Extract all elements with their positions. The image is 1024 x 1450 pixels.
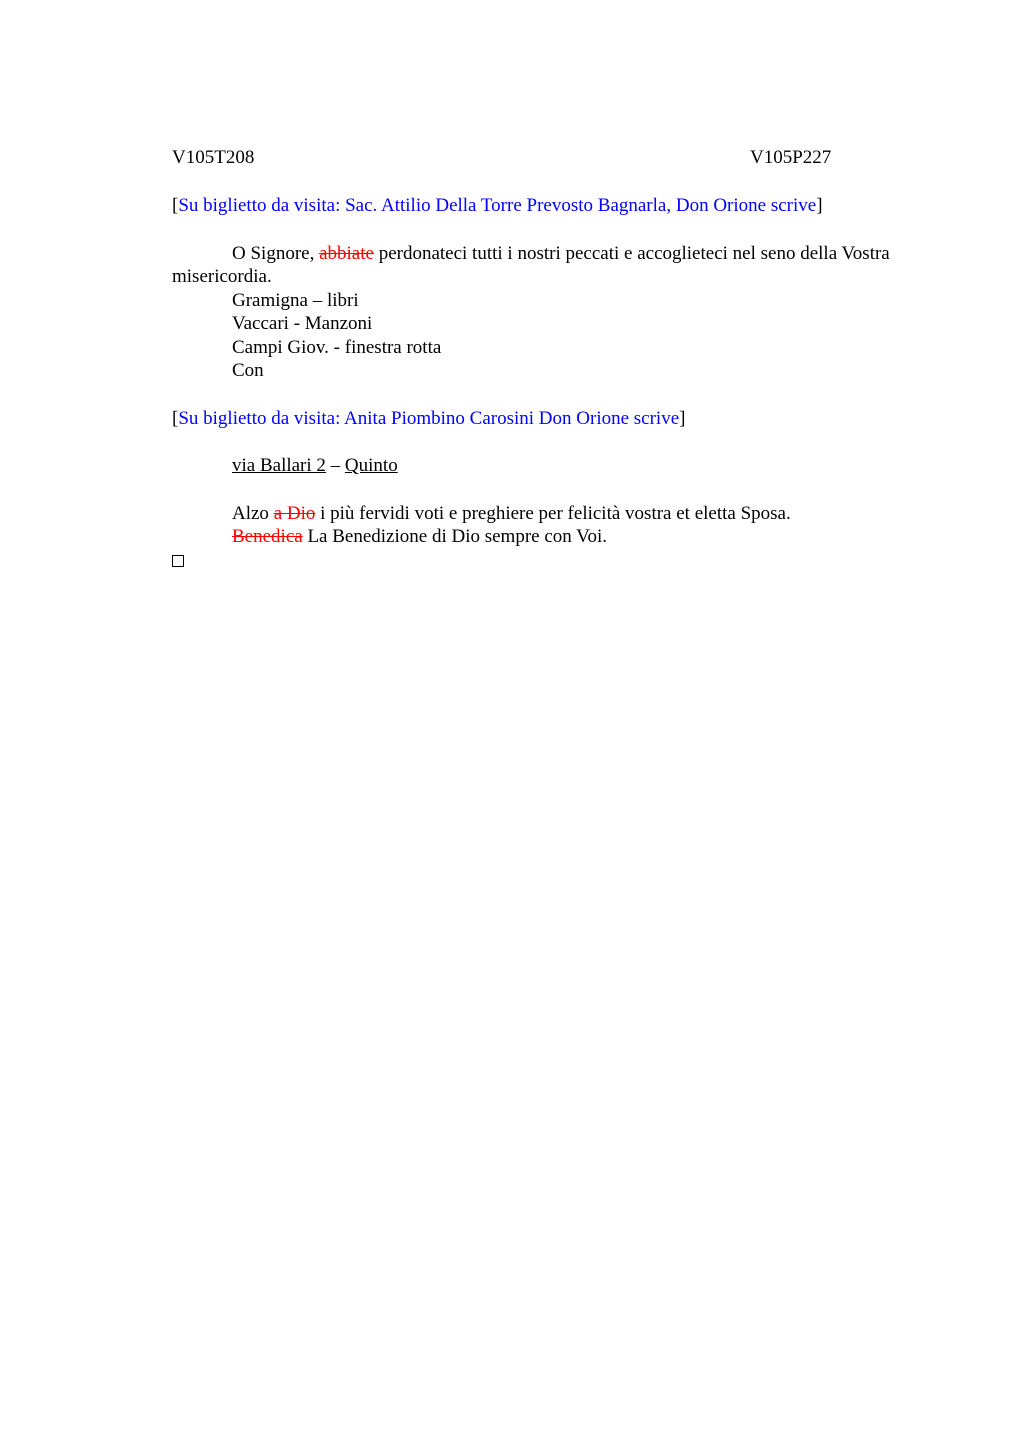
bracket-close: ] xyxy=(679,407,686,429)
blessing-line xyxy=(172,525,892,549)
list-item: Vaccari - Manzoni xyxy=(232,313,373,334)
address-dash: – xyxy=(325,455,345,476)
bracket-close: ] xyxy=(816,195,823,216)
prayer-rest: perdonateci tutti i nostri peccati e accoglieteci nel seno della Vostra misericordia. xyxy=(172,242,890,287)
wishes-line xyxy=(172,502,892,526)
document-header xyxy=(172,146,892,170)
bracket-open: [ xyxy=(172,407,179,429)
end-marker-row xyxy=(172,549,892,574)
wishes-rest: i più fervidi voti e preghiere per felicità vostra et eletta Sposa. xyxy=(315,502,791,524)
list-item: Gramigna – libri xyxy=(232,289,359,311)
editorial-note-2 xyxy=(172,407,892,431)
editorial-note-text: Su biglietto da visita: Sac. Attilio Della Torre Prevosto Bagnarla, Don Orione scrive xyxy=(178,195,817,216)
deleted-word: a Dio xyxy=(273,502,316,524)
document-page xyxy=(172,146,892,573)
blessing-rest: La Benedizione di Dio sempre con Voi. xyxy=(302,526,607,547)
address-line xyxy=(172,454,892,478)
list-item: Campi Giov. - finestra rotta xyxy=(232,336,442,358)
deleted-word: abbiate xyxy=(319,242,374,264)
address-street: via Ballari 2 xyxy=(232,455,326,476)
editorial-note-text: Su biglietto da visita: Anita Piombino Carosini Don Orione scrive xyxy=(178,407,680,429)
list-item: Con xyxy=(232,360,264,381)
bracket-open: [ xyxy=(172,195,179,216)
spacer xyxy=(172,478,892,502)
wishes-start: Alzo xyxy=(232,502,274,524)
editorial-note-1 xyxy=(172,194,892,218)
address-town: Quinto xyxy=(344,455,398,476)
document-code-left: V105T208 xyxy=(172,147,255,168)
document-code-right: V105P227 xyxy=(750,147,832,168)
prayer-paragraph xyxy=(172,242,892,289)
prayer-start: O Signore, xyxy=(232,242,320,264)
deleted-word: Benedica xyxy=(232,526,303,547)
spacer xyxy=(172,383,892,407)
empty-square-icon xyxy=(172,555,184,567)
